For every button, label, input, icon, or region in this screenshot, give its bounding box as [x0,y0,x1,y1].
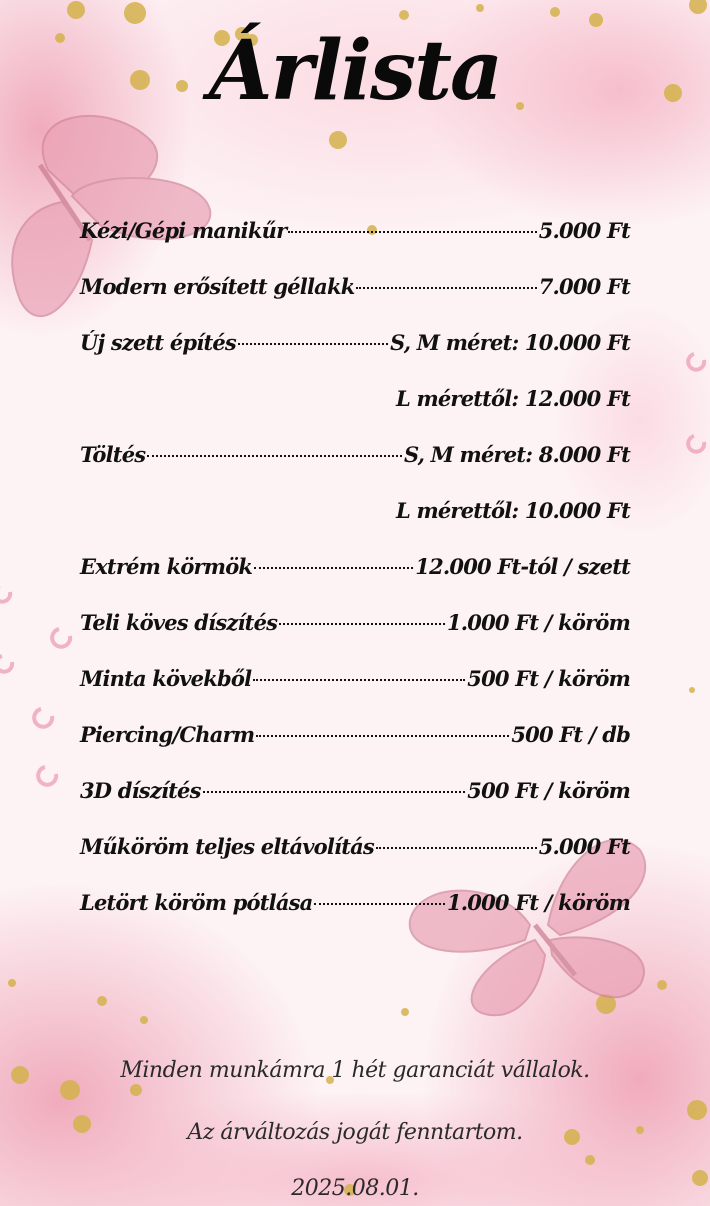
service-price: 5.000 Ft [538,834,630,859]
service-name: Modern erősített géllakk [80,274,355,299]
service-name: Kézi/Gépi manikűr [80,218,287,243]
service-name: Teli köves díszítés [80,610,278,635]
service-price: L mérettől: 10.000 Ft [395,498,630,523]
service-price: S, M méret: 10.000 Ft [390,330,630,355]
price-subrow [80,498,630,528]
price-row [80,610,630,640]
service-price: 500 Ft / köröm [467,778,630,803]
service-price: 7.000 Ft [538,274,630,299]
price-row [80,218,630,248]
service-price: S, M méret: 8.000 Ft [403,442,630,467]
service-price: 5.000 Ft [538,218,630,243]
dotted-leader [288,231,536,233]
price-row [80,890,630,920]
price-row [80,274,630,304]
dotted-leader [256,735,509,737]
service-price: 12.000 Ft-tól / szett [415,554,630,579]
guarantee-note: Minden munkámra 1 hét garanciát vállalok. [120,1058,590,1083]
dotted-leader [147,455,402,457]
price-row [80,722,630,752]
dotted-leader [279,623,445,625]
service-name: Töltés [80,442,146,467]
price-row [80,666,630,696]
page-title: Árlista [208,23,502,119]
dotted-leader [314,903,444,905]
price-row [80,442,630,472]
service-name: Piercing/Charm [80,722,255,747]
date-label: 2025.08.01. [291,1176,419,1201]
dotted-leader [238,343,388,345]
dotted-leader [376,847,537,849]
price-subrow [80,386,630,416]
service-name: Új szett építés [80,330,236,355]
price-change-note: Az árváltozás jogát fenntartom. [187,1120,523,1145]
service-price: L mérettől: 12.000 Ft [395,386,630,411]
service-name: Minta kövekből [80,666,252,691]
service-name: Műköröm teljes eltávolítás [80,834,374,859]
dotted-leader [254,567,413,569]
service-price: 500 Ft / köröm [467,666,630,691]
service-price: 500 Ft / db [511,722,630,747]
dotted-leader [253,679,465,681]
price-row [80,778,630,808]
service-name: 3D díszítés [80,778,201,803]
price-row [80,330,630,360]
price-row [80,554,630,584]
dotted-leader [203,791,466,793]
service-price: 1.000 Ft / köröm [446,610,630,635]
dotted-leader [356,287,536,289]
service-name: Letört köröm pótlása [80,890,313,915]
price-row [80,834,630,864]
service-price: 1.000 Ft / köröm [446,890,630,915]
service-name: Extrém körmök [80,554,253,579]
